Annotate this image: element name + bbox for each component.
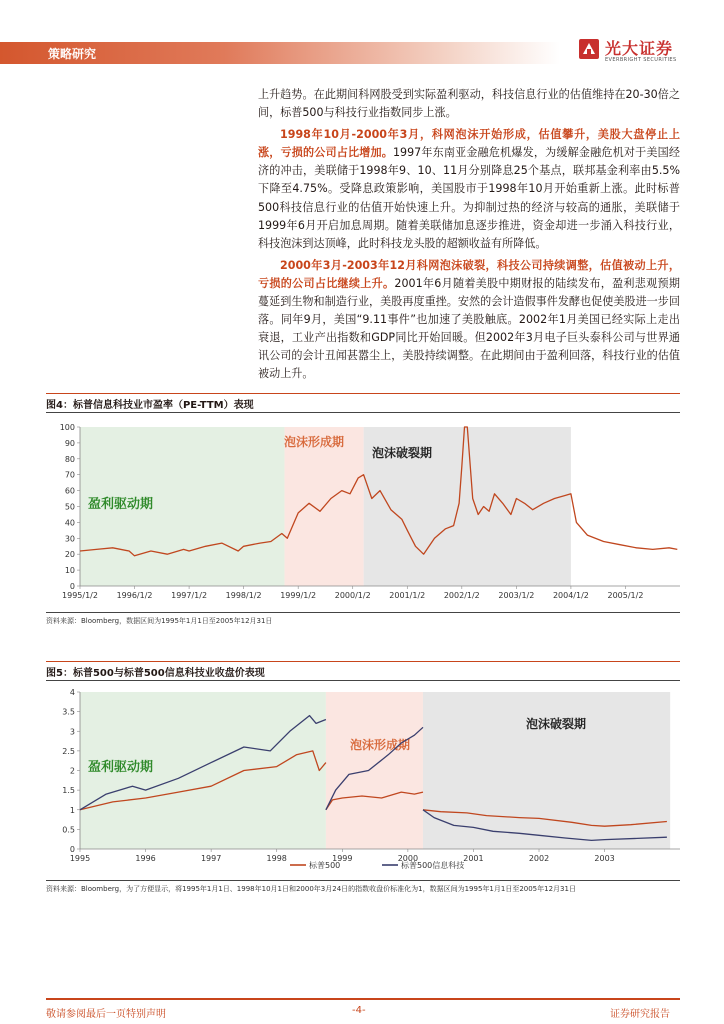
body-text bbox=[258, 86, 680, 388]
x-tick-label: 1999/1/2 bbox=[280, 591, 317, 600]
x-tick-label: 1996/1/2 bbox=[116, 591, 153, 600]
paragraph-3-body: 2001年6月随着美股中期财报的陆续发布，盈利悲观预期蔓延到生物和制造行业，美股再度重挫。安然的会计造假事件发酵也促使美股进一步回落。同年9月，美国“9.11事件”也加速了美股触底。2002年1月美国已经实际上走出衰退，工业产出指数和GDP同比开始回暖。但2002年3月电子巨头泰科公司与世界通讯公司的会计丑闻甚嚣尘上，美股持续调整。在此期间由于盈利回落，科技行业的估值被动上升。 bbox=[258, 276, 680, 381]
legend-label: 标普500信息科技 bbox=[401, 861, 465, 870]
x-tick-label: 2005/1/2 bbox=[607, 591, 644, 600]
figure4-chart bbox=[46, 415, 680, 608]
y-tick-label: 2 bbox=[69, 766, 75, 776]
x-tick-label: 2000/1/2 bbox=[334, 591, 371, 600]
y-tick-label: 3.5 bbox=[62, 707, 75, 717]
y-tick-label: 50 bbox=[64, 502, 75, 512]
region-label-1: 盈利驱动期 bbox=[88, 497, 154, 512]
figure5-bottom-rule bbox=[46, 880, 680, 881]
page-number: -4- bbox=[352, 1005, 366, 1016]
region-label-2: 泡沫形成期 bbox=[350, 738, 411, 752]
brand-logo bbox=[578, 36, 688, 66]
paragraph-2-body: 1997年东南亚金融危机爆发，为缓解金融危机对于美国经济的冲击，美联储于1998年9、10、11月分别降息25个基点，联邦基金利率由5.5%下降至4.75%。受降息政策影响，美国股市于1998年10月开始重新上涨。此时标普500科技信息行业的估值开始快速上升。为抑制过热的经济与较高的通胀，美联储于1999年6月开启加息周期。随着美联储加息逐步推进，资金却进一步涌入科技行业，科技泡沫到达顶峰，此时科技龙头股的超额收益有所降低。 bbox=[258, 146, 680, 250]
figure4-bottom-rule bbox=[46, 612, 680, 613]
x-tick-label: 2004/1/2 bbox=[552, 591, 589, 600]
x-tick-label: 2003 bbox=[594, 854, 615, 863]
figure5-title-rule bbox=[46, 680, 680, 681]
y-tick-label: 0 bbox=[69, 845, 75, 854]
y-tick-label: 2.5 bbox=[62, 746, 75, 756]
y-tick-label: 90 bbox=[64, 438, 75, 448]
paragraph-3-heading: 2000年3月-2003年12月科网泡沫破裂，科技公司持续调整，估值被动上升，亏损的公司占比继续上升。 bbox=[258, 258, 680, 290]
x-tick-label: 1997/1/2 bbox=[171, 591, 208, 600]
x-tick-label: 1997 bbox=[200, 854, 222, 863]
x-tick-label: 1999 bbox=[332, 854, 353, 863]
logo-name: 光大证券 bbox=[605, 39, 674, 58]
paragraph-2-heading: 1998年10月-2000年3月，科网泡沫开始形成，估值攀升，美股大盘停止上涨，亏损的公司占比增加。 bbox=[258, 128, 680, 160]
logo-mark-icon bbox=[578, 38, 600, 60]
legend-label: 标普500 bbox=[309, 861, 341, 870]
region-label-3: 泡沫破裂期 bbox=[526, 717, 587, 731]
x-tick-label: 1998/1/2 bbox=[225, 591, 262, 600]
x-tick-label: 2000 bbox=[397, 854, 419, 863]
page-header bbox=[0, 0, 724, 66]
figure5-source: 资料来源：Bloomberg，为了方便显示，将1995年1月1日、1998年10月1日和2000年3月24日的指数收盘价标准化为1，数据区间为1995年1月1日至2005年12月31日 bbox=[46, 885, 576, 893]
x-tick-label: 1995 bbox=[69, 854, 91, 863]
y-tick-label: 20 bbox=[64, 550, 75, 560]
y-tick-label: 80 bbox=[64, 454, 75, 464]
x-tick-label: 1998 bbox=[266, 854, 287, 863]
y-tick-label: 100 bbox=[59, 423, 75, 432]
figure4-title: 图4：标普信息科技业市盈率（PE-TTM）表现 bbox=[46, 400, 254, 411]
y-tick-label: 70 bbox=[64, 470, 75, 480]
region-label-3: 泡沫破裂期 bbox=[372, 446, 433, 460]
figure4-title-rule bbox=[46, 412, 680, 413]
y-tick-label: 1 bbox=[69, 805, 75, 815]
y-tick-label: 0 bbox=[69, 582, 75, 591]
figure4-source: 资料来源：Bloomberg，数据区间为1995年1月1日至2005年12月31日 bbox=[46, 617, 273, 625]
figure5-title: 图5：标普500与标普500信息科技业收盘价表现 bbox=[46, 668, 265, 679]
figure4-top-rule bbox=[46, 393, 680, 394]
footer-disclaimer: 敬请参阅最后一页特别声明 bbox=[46, 1009, 166, 1020]
figure5-top-rule bbox=[46, 661, 680, 662]
x-tick-label: 2002 bbox=[528, 854, 550, 863]
logo-english: EVERBRIGHT SECURITIES bbox=[605, 57, 677, 63]
y-tick-label: 10 bbox=[64, 566, 75, 576]
x-tick-label: 1995/1/2 bbox=[62, 591, 98, 600]
y-tick-label: 0.5 bbox=[62, 825, 75, 835]
y-tick-label: 40 bbox=[64, 518, 75, 528]
figure5-chart bbox=[46, 683, 680, 875]
x-tick-label: 2001/1/2 bbox=[389, 591, 426, 600]
x-tick-label: 2002/1/2 bbox=[443, 591, 480, 600]
x-tick-label: 2003/1/2 bbox=[498, 591, 535, 600]
paragraph-3 bbox=[258, 257, 680, 384]
region-label-1: 盈利驱动期 bbox=[88, 760, 154, 775]
footer-rule bbox=[46, 998, 680, 1000]
y-tick-label: 1.5 bbox=[62, 786, 75, 796]
region-label-2: 泡沫形成期 bbox=[284, 435, 345, 449]
paragraph-1: 上升趋势。在此期间科网股受到实际盈利驱动，科技信息行业的估值维持在20-30倍之间，标普500与科技行业指数同步上涨。 bbox=[258, 88, 680, 120]
section-title: 策略研究 bbox=[48, 47, 97, 61]
y-tick-label: 30 bbox=[64, 534, 75, 544]
y-tick-label: 4 bbox=[69, 688, 75, 697]
y-tick-label: 60 bbox=[64, 486, 75, 496]
footer-report-type: 证券研究报告 bbox=[610, 1009, 670, 1020]
y-tick-label: 3 bbox=[69, 727, 75, 737]
x-tick-label: 2001 bbox=[463, 854, 484, 863]
x-tick-label: 1996 bbox=[135, 854, 156, 863]
paragraph-2 bbox=[258, 126, 680, 253]
region-2 bbox=[326, 692, 423, 849]
